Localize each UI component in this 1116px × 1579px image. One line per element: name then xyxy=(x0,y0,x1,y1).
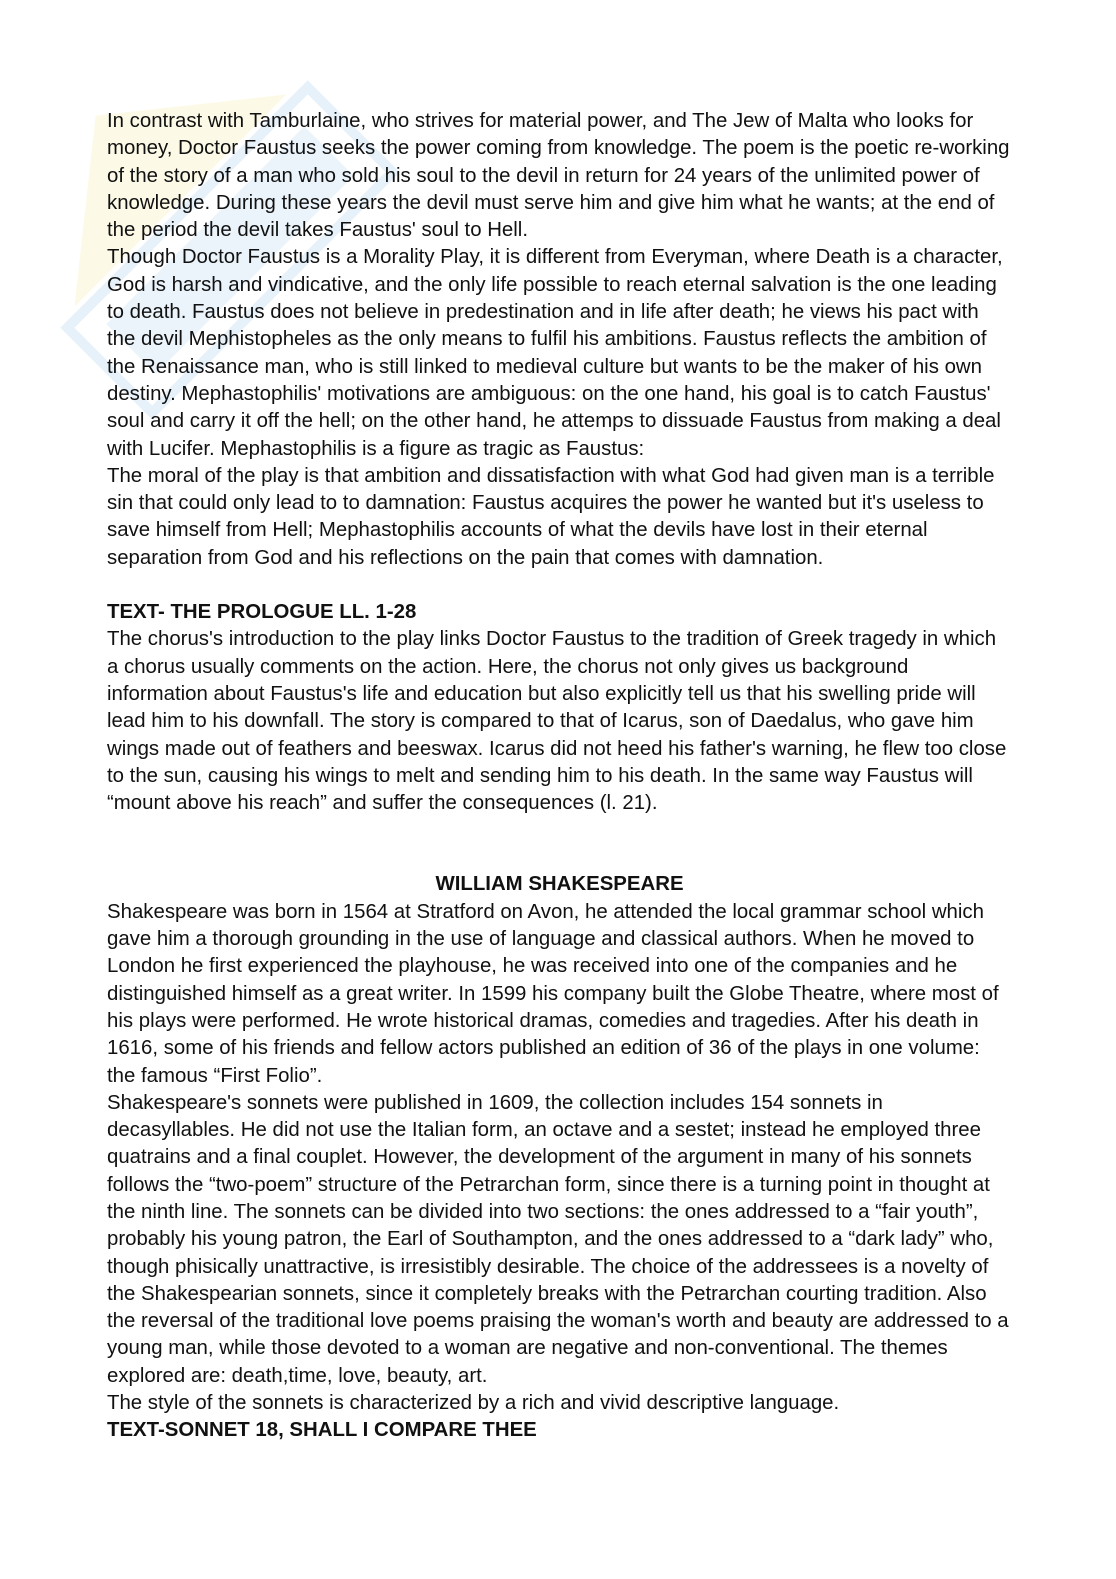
shakespeare-section xyxy=(107,871,1012,1444)
faustus-section xyxy=(107,108,1012,572)
moral-paragraph: The moral of the play is that ambition and dissatisfaction with what God had given man is a terrible sin that could only lead to to damnation: Faustus acquires the power he wanted but it's useless to save himself from Hell; Mephastophilis accounts of what the devils have lost in their eternal separation from God and his reflections on the pain that comes with damnation. xyxy=(107,464,995,569)
prologue-paragraph: The chorus's introduction to the play links Doctor Faustus to the tradition of Greek tragedy in which a chorus usually comments on the action. Here, the chorus not only gives us background information about Faustus's life and education but also explicitly tell us that his swelling pride will lead him to his downfall. The story is compared to that of Icarus, son of Daedalus, who gave him wings made out of feathers and beeswax. Icarus did not heed his father's warning, he flew too close to the sun, causing his wings to melt and sending him to his death. In the same way Faustus will “mount above his reach” and suffer the consequences (l. 21). xyxy=(107,628,1007,815)
morality-play-paragraph: Though Doctor Faustus is a Morality Play, it is different from Everyman, where Death is a character, God is harsh and vindicative, and the only life possible to reach eternal salvation is the one leading to death. Faustus does not believe in predestination and in life after death; he views his pact with the devil Mephistopheles as the only means to fulfil his ambitions. Faustus reflects the ambition of the Renaissance man, who is still linked to medieval culture but wants to be the maker of his own destiny. Mephastophilis' motivations are ambiguous: on the one hand, his goal is to catch Faustus' soul and carry it off the hell; on the other hand, he attemps to dissuade Faustus from making a deal with Lucifer. Mephastophilis is a figure as tragic as Faustus: xyxy=(107,246,1003,460)
spacer xyxy=(107,817,1012,871)
spacer xyxy=(107,572,1012,599)
shakespeare-bio-paragraph: Shakespeare was born in 1564 at Stratford on Avon, he attended the local grammar school which gave him a thorough grounding in the use of language and classical authors. When he moved to London he first experienced the playhouse, he was received into one of the companies and he distinguished himself as a great writer. In 1599 his company built the Globe Theatre, where most of his plays were performed. He wrote historical dramas, comedies and tragedies. After his death in 1616, some of his friends and fellow actors published an edition of 36 of the plays in one volume: the famous “First Folio”. xyxy=(107,900,999,1087)
shakespeare-heading: WILLIAM SHAKESPEARE xyxy=(435,873,684,896)
sonnet-18-heading: TEXT-SONNET 18, SHALL I COMPARE THEE xyxy=(107,1419,537,1442)
prologue-section xyxy=(107,599,1012,817)
style-paragraph: The style of the sonnets is characterized by a rich and vivid descriptive language. xyxy=(107,1392,840,1415)
document-page xyxy=(107,108,1012,1445)
prologue-heading: TEXT- THE PROLOGUE LL. 1-28 xyxy=(107,601,417,624)
sonnets-paragraph: Shakespeare's sonnets were published in 1609, the collection includes 154 sonnets in decasyllables. He did not use the Italian form, an octave and a sestet; instead he employed three quatrains and a final couplet. However, the development of the argument in many of his sonnets follows the “two-poem” structure of the Petrarchan form, since there is a turning point in thought at the ninth line. The sonnets can be divided into two sections: the ones addressed to a “fair youth”, probably his young patron, the Earl of Southampton, and the ones addressed to a “dark lady” who, though phisically unattractive, is irresistibly desirable. The choice of the addressees is a novelty of the Shakespearian sonnets, since it completely breaks with the Petrarchan courting tradition. Also the reversal of the traditional love poems praising the woman's worth and beauty are addressed to a young man, while those devoted to a woman are negative and non-conventional. The themes explored are: death,time, love, beauty, art. xyxy=(107,1091,1009,1387)
faustus-intro-paragraph: In contrast with Tamburlaine, who strives for material power, and The Jew of Malta who looks for money, Doctor Faustus seeks the power coming from knowledge. The poem is the poetic re-working of the story of a man who sold his soul to the devil in return for 24 years of the unlimited power of knowledge. During these years the devil must serve him and give him what he wants; at the end of the period the devil takes Faustus' soul to Hell. xyxy=(107,110,1010,242)
